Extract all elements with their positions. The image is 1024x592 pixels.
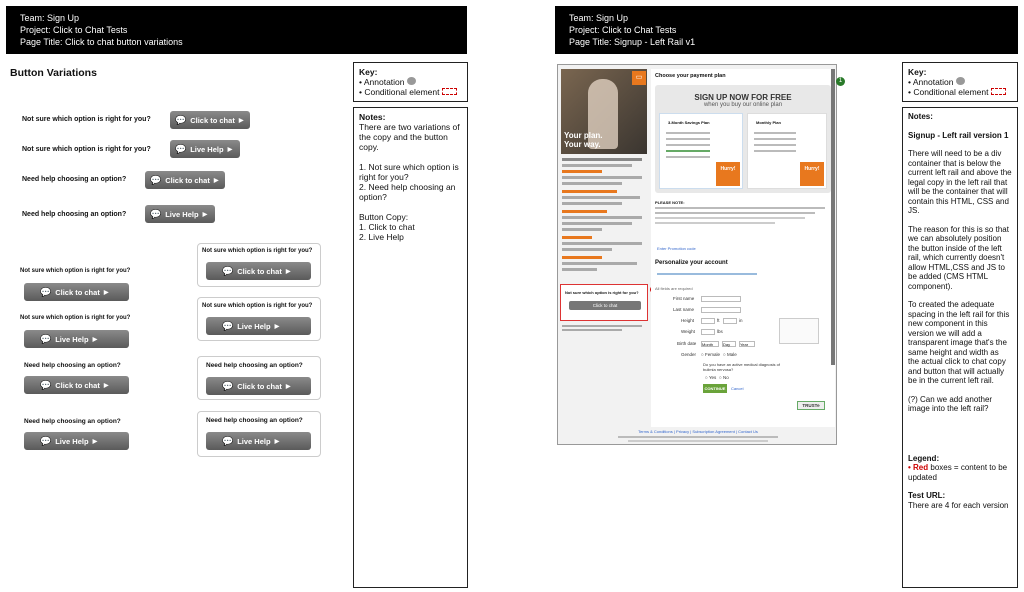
team-label: Team: Sign Up	[569, 13, 629, 23]
notes-item: 2. Need help choosing an option?	[359, 182, 456, 202]
weight-input[interactable]	[701, 329, 715, 335]
birth-day-select[interactable]: Day	[722, 341, 736, 347]
notes-title: Notes:	[359, 112, 386, 122]
legend-text: boxes = content to be updated	[908, 463, 1008, 482]
monitor-icon: ▭	[632, 71, 646, 85]
test-url-text: There are 4 for each version	[908, 500, 1009, 510]
click-to-chat-button[interactable]: 💬 Click to chat ▶	[24, 283, 129, 301]
medical-no-radio[interactable]: ○ No	[719, 375, 729, 380]
key-title: Key:	[359, 67, 378, 77]
question-text: Not sure which option is right for you?	[202, 303, 313, 309]
hero-headline: Your plan. Your way.	[564, 131, 603, 149]
click-to-chat-button[interactable]: 💬 Click to chat ▶	[206, 262, 311, 280]
plan-title: Monthly Plan	[756, 120, 781, 125]
notes-title: Notes:	[908, 112, 933, 121]
button-copy-title: Button Copy:	[359, 212, 409, 222]
click-to-chat-button[interactable]: 💬 Click to chat ▶	[170, 111, 250, 129]
question-text: Not sure which option is right for you?	[20, 315, 131, 321]
footer-links[interactable]: Terms & Conditions | Privacy | Subscription Agreement | Contact Us	[638, 429, 758, 434]
continue-button[interactable]: CONTINUE	[704, 386, 726, 391]
signup-subline: when you buy our online plan	[703, 102, 783, 108]
arrow-right-icon: ▶	[285, 268, 291, 275]
question-text: Need help choosing an option?	[24, 418, 121, 425]
project-label: Project: Click to Chat Tests	[569, 25, 677, 35]
left-rail-legal	[562, 325, 642, 331]
height-label: Height	[681, 318, 695, 323]
annotation-badge: 1	[836, 77, 845, 86]
key-title: Key:	[908, 67, 927, 77]
weight-label: Weight	[681, 329, 695, 334]
birth-month-select[interactable]: Month	[701, 341, 719, 347]
button-copy-item: 1. Click to chat	[359, 222, 415, 232]
medical-question: Do you have an active medical diagnosis of bulimia nervosa?	[703, 362, 780, 372]
required-note: All fields are required	[655, 286, 693, 291]
live-help-button[interactable]: 💬 Live Help ▶	[206, 432, 311, 450]
first-name-label: First name	[673, 296, 695, 301]
notes-paragraph: There will need to be a div container that is below the current left rail and above the legal copy in the left rail that will be the container that will contain this HTML, CSS and JS.	[908, 149, 1012, 215]
click-to-chat-button[interactable]: 💬 Click to chat ▶	[206, 377, 311, 395]
chat-bubble-icon: 💬	[175, 114, 187, 125]
chat-question: Not sure which option is right for you?	[565, 290, 639, 295]
truste-badge: TRUSTe	[797, 401, 825, 410]
live-help-button[interactable]: 💬 Live Help ▶	[145, 205, 215, 223]
question-text: Not sure which option is right for you?	[22, 146, 151, 153]
height-in-input[interactable]	[723, 318, 737, 324]
main-content	[651, 69, 835, 427]
key-conditional: • Conditional element	[908, 87, 989, 97]
signup-banner	[655, 85, 831, 193]
live-help-button[interactable]: 💬 Live Help ▶	[206, 317, 311, 335]
first-name-input[interactable]	[701, 296, 741, 302]
page-title-label: Page Title: Signup - Left Rail v1	[569, 37, 696, 47]
project-label: Project: Click to Chat Tests	[20, 25, 128, 35]
height-ft-input[interactable]	[701, 318, 715, 324]
question-text: Need help choosing an option?	[22, 176, 127, 183]
chat-bubble-icon: 💬	[222, 265, 234, 276]
section-title: Button Variations	[10, 67, 97, 79]
arrow-right-icon: ▶	[92, 336, 98, 343]
key-panel	[353, 62, 468, 102]
live-help-button[interactable]: 💬 Live Help ▶	[170, 140, 240, 158]
chat-bubble-icon: 💬	[175, 143, 187, 154]
choose-plan-heading: Choose your payment plan	[655, 73, 726, 79]
birth-date-label: Birth date	[677, 341, 697, 346]
left-rail-copy	[562, 158, 646, 271]
plan-card-3-month[interactable]	[659, 113, 743, 189]
conditional-box-icon	[442, 88, 457, 95]
notes-paragraph: The reason for this is so that we can absolutely position the button inside of the left rail, which currently doesn't allow HTML,CSS and JS to be added (CMS HTML component).	[908, 224, 1009, 291]
arrow-right-icon: ▶	[213, 177, 219, 184]
left-rail-chat-box	[560, 284, 648, 321]
key-conditional: • Conditional element	[359, 87, 440, 97]
last-name-label: Last name	[673, 307, 695, 312]
arrow-right-icon: ▶	[92, 438, 98, 445]
arrow-right-icon: ▶	[238, 117, 244, 124]
notes-paragraph: (?) Can we add another image into the left rail?	[908, 394, 993, 413]
ft-label: ft	[717, 318, 720, 323]
live-help-button[interactable]: 💬 Live Help ▶	[24, 330, 129, 348]
medical-yes-radio[interactable]: ○ Yes	[705, 375, 717, 380]
gender-label: Gender	[681, 352, 697, 357]
key-annotation: • Annotation	[359, 77, 405, 87]
click-to-chat-button[interactable]: 💬 Click to chat ▶	[145, 171, 225, 189]
notes-paragraph: To created the adequate spacing in the left rail for this new component in this version we will add a transparent image that's the same height and width as the actual click to chat copy and button that will actually be in the current left rail.	[908, 300, 1010, 385]
conditional-box-icon	[991, 88, 1006, 95]
chat-bubble-icon: 💬	[150, 208, 162, 219]
question-text: Not sure which option is right for you?	[202, 248, 313, 254]
arrow-right-icon: ▶	[202, 211, 208, 218]
question-text: Not sure which option is right for you?	[20, 268, 131, 274]
button-copy-item: 2. Live Help	[359, 232, 404, 242]
notes-intro: There are two variations of the copy and the button copy.	[359, 122, 460, 152]
birth-year-select[interactable]: Year	[739, 341, 755, 347]
legend-red: • Red	[908, 463, 929, 472]
scrollbar[interactable]	[831, 69, 835, 365]
chat-bubble-icon: 💬	[222, 320, 234, 331]
right-header	[555, 6, 1018, 54]
signup-headline: SIGN UP NOW FOR FREE	[694, 93, 792, 102]
chat-bubble-icon: 💬	[222, 435, 234, 446]
page-title-label: Page Title: Click to chat button variations	[20, 37, 183, 47]
question-text: Need help choosing an option?	[22, 211, 127, 218]
cancel-link[interactable]: Cancel	[731, 386, 744, 391]
live-help-button[interactable]: 💬 Live Help ▶	[24, 432, 129, 450]
team-label: Team: Sign Up	[20, 13, 80, 23]
last-name-input[interactable]	[701, 307, 741, 313]
personalize-heading: Personalize your account	[655, 260, 728, 266]
notes-item: 1. Not sure which option is right for you?	[359, 162, 459, 182]
key-annotation: • Annotation	[908, 77, 954, 87]
hurry-badge: Hurry!	[800, 162, 824, 186]
notes-heading: Signup - Left rail version 1	[908, 130, 1009, 140]
chat-bubble-icon: 💬	[222, 380, 234, 391]
question-text: Not sure which option is right for you?	[22, 116, 151, 123]
signup-page-mockup	[557, 64, 837, 445]
male-radio[interactable]: ○ Male	[723, 352, 737, 357]
chat-bubble-icon: 💬	[40, 435, 52, 446]
arrow-right-icon: ▶	[227, 146, 233, 153]
mock-click-to-chat-button[interactable]: Click to chat	[569, 301, 641, 310]
chat-bubble-icon: 💬	[150, 174, 162, 185]
question-text: Need help choosing an option?	[24, 362, 121, 369]
click-to-chat-button[interactable]: 💬 Click to chat ▶	[24, 376, 129, 394]
please-note: PLEASE NOTE:	[655, 200, 685, 205]
plan-title: 3-Month Savings Plan	[668, 120, 710, 125]
lbs-label: lbs	[717, 329, 723, 334]
promo-link[interactable]: Enter Promotion code	[657, 246, 696, 251]
key-panel	[902, 62, 1018, 102]
notes-panel	[902, 107, 1018, 588]
legend-title: Legend:	[908, 453, 940, 463]
arrow-right-icon: ▶	[285, 383, 291, 390]
notes-panel	[353, 107, 468, 588]
left-header	[6, 6, 467, 54]
question-text: Need help choosing an option?	[206, 362, 303, 369]
in-label: in	[739, 318, 743, 323]
arrow-right-icon: ▶	[103, 289, 109, 296]
plan-card-monthly[interactable]	[747, 113, 827, 189]
female-radio[interactable]: ○ Female	[701, 352, 720, 357]
arrow-right-icon: ▶	[103, 382, 109, 389]
height-weight-note	[779, 318, 819, 344]
arrow-right-icon: ▶	[274, 323, 280, 330]
hurry-badge: Hurry!	[716, 162, 740, 186]
test-url-title: Test URL:	[908, 491, 946, 500]
chat-bubble-icon: 💬	[40, 379, 52, 390]
chat-bubble-icon: 💬	[40, 286, 52, 297]
annotation-bubble-icon	[407, 77, 416, 85]
question-text: Need help choosing an option?	[206, 417, 303, 424]
chat-bubble-icon: 💬	[40, 333, 52, 344]
arrow-right-icon: ▶	[274, 438, 280, 445]
annotation-bubble-icon	[956, 77, 965, 85]
